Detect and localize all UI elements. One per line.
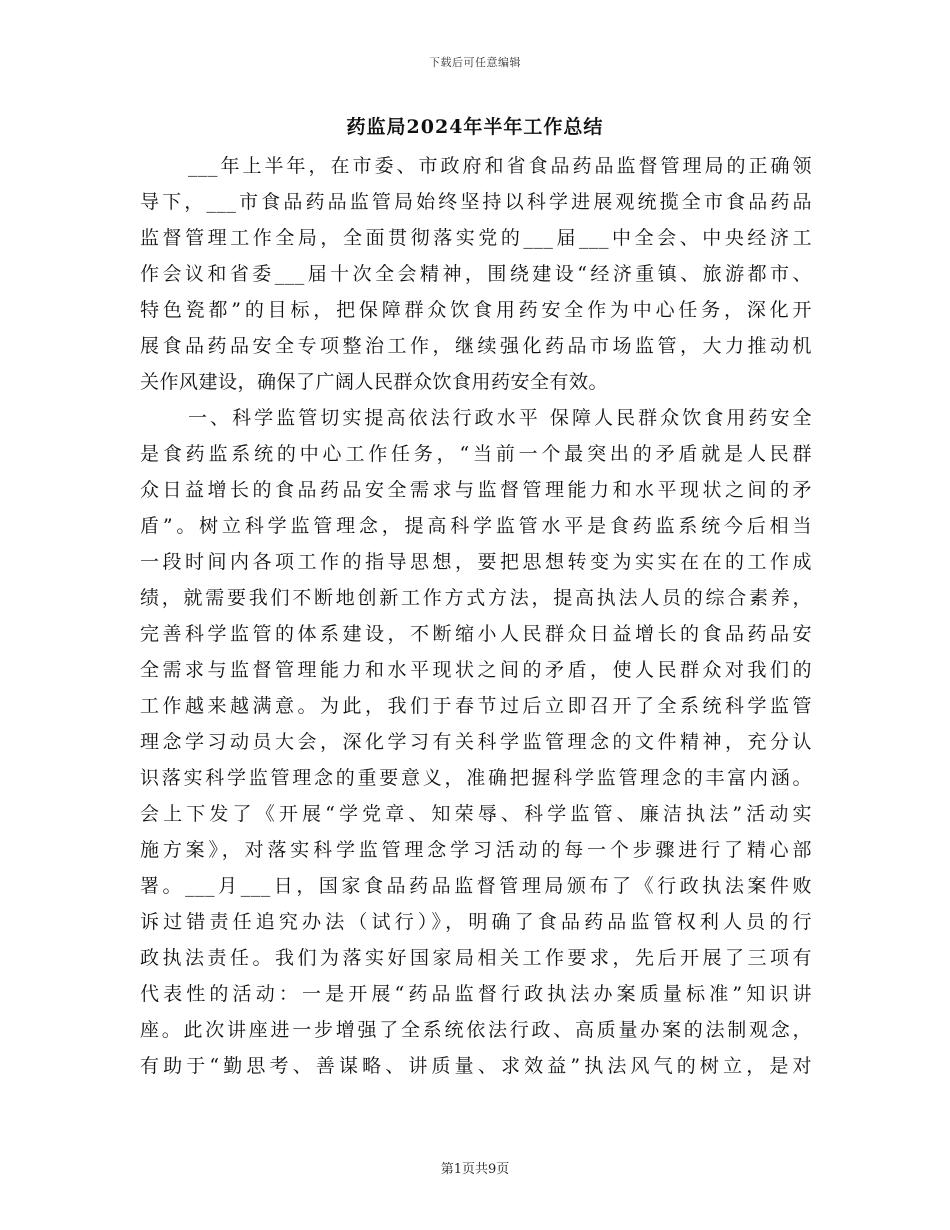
document-title: 药监局2024年半年工作总结 xyxy=(346,116,604,138)
body-line: 代表性的活动：一是开展“药品监督行政执法办案质量标准”知识讲 xyxy=(140,983,812,1005)
page-number: 第1页共9页 xyxy=(440,1162,510,1177)
body-line: 理念学习动员大会，深化学习有关科学监管理念的文件精神，充分认 xyxy=(140,731,812,753)
body-line: 施方案》，对落实科学监管理念学习活动的每一个步骤进行了精心部 xyxy=(140,839,812,861)
body-line: 有助于“勤思考、善谋略、讲质量、求效益”执法风气的树立，是对 xyxy=(140,1055,812,1077)
body-line: 座。此次讲座进一步增强了全系统依法行政、高质量办案的法制观念， xyxy=(140,1019,812,1041)
body-line: 盾”。树立科学监管理念，提高科学监管水平是食药监系统今后相当 xyxy=(140,515,812,537)
body-line: 绩，就需要我们不断地创新工作方式方法，提高执法人员的综合素养， xyxy=(140,587,812,609)
body-line: 监督管理工作全局，全面贯彻落实党的___届___中全会、中央经济工 xyxy=(140,227,812,249)
page-header-note: 下载后可任意编辑 xyxy=(429,56,521,69)
body-line: ___年上半年，在市委、市政府和省食品药品监督管理局的正确领 xyxy=(188,155,812,177)
body-line: 完善科学监管的体系建设，不断缩小人民群众日益增长的食品药品安 xyxy=(140,623,812,645)
document-body xyxy=(140,148,812,1084)
body-line: 作会议和省委___届十次全会精神，围绕建设“经济重镇、旅游都市、 xyxy=(140,263,812,285)
body-line: 署。___月___日，国家食品药品监督管理局颁布了《行政执法案件败 xyxy=(140,875,812,897)
body-line: 识落实科学监管理念的重要意义，准确把握科学监管理念的丰富内涵。 xyxy=(140,767,812,789)
body-line: 诉过错责任追究办法（试行）》，明确了食品药品监管权利人员的行 xyxy=(140,911,812,933)
body-line: 关作风建设，确保了广阔人民群众饮食用药安全有效。 xyxy=(140,371,609,393)
body-line: 工作越来越满意。为此，我们于春节过后立即召开了全系统科学监管 xyxy=(140,695,812,717)
body-line: 一、科学监管切实提高依法行政水平 保障人民群众饮食用药安全 xyxy=(188,407,812,429)
body-line: 众日益增长的食品药品安全需求与监督管理能力和水平现状之间的矛 xyxy=(140,479,812,501)
body-line: 是食药监系统的中心工作任务，“当前一个最突出的矛盾就是人民群 xyxy=(140,443,812,465)
body-line: 展食品药品安全专项整治工作，继续强化药品市场监管，大力推动机 xyxy=(140,335,812,357)
body-line: 特色瓷都”的目标，把保障群众饮食用药安全作为中心任务，深化开 xyxy=(140,299,812,321)
body-line: 政执法责任。我们为落实好国家局相关工作要求，先后开展了三项有 xyxy=(140,947,812,969)
body-line: 一段时间内各项工作的指导思想，要把思想转变为实实在在的工作成 xyxy=(140,551,812,573)
body-line: 全需求与监督管理能力和水平现状之间的矛盾，使人民群众对我们的 xyxy=(140,659,812,681)
body-line: 会上下发了《开展“学党章、知荣辱、科学监管、廉洁执法”活动实 xyxy=(140,803,812,825)
body-line: 导下，___市食品药品监管局始终坚持以科学进展观统揽全市食品药品 xyxy=(140,191,812,213)
